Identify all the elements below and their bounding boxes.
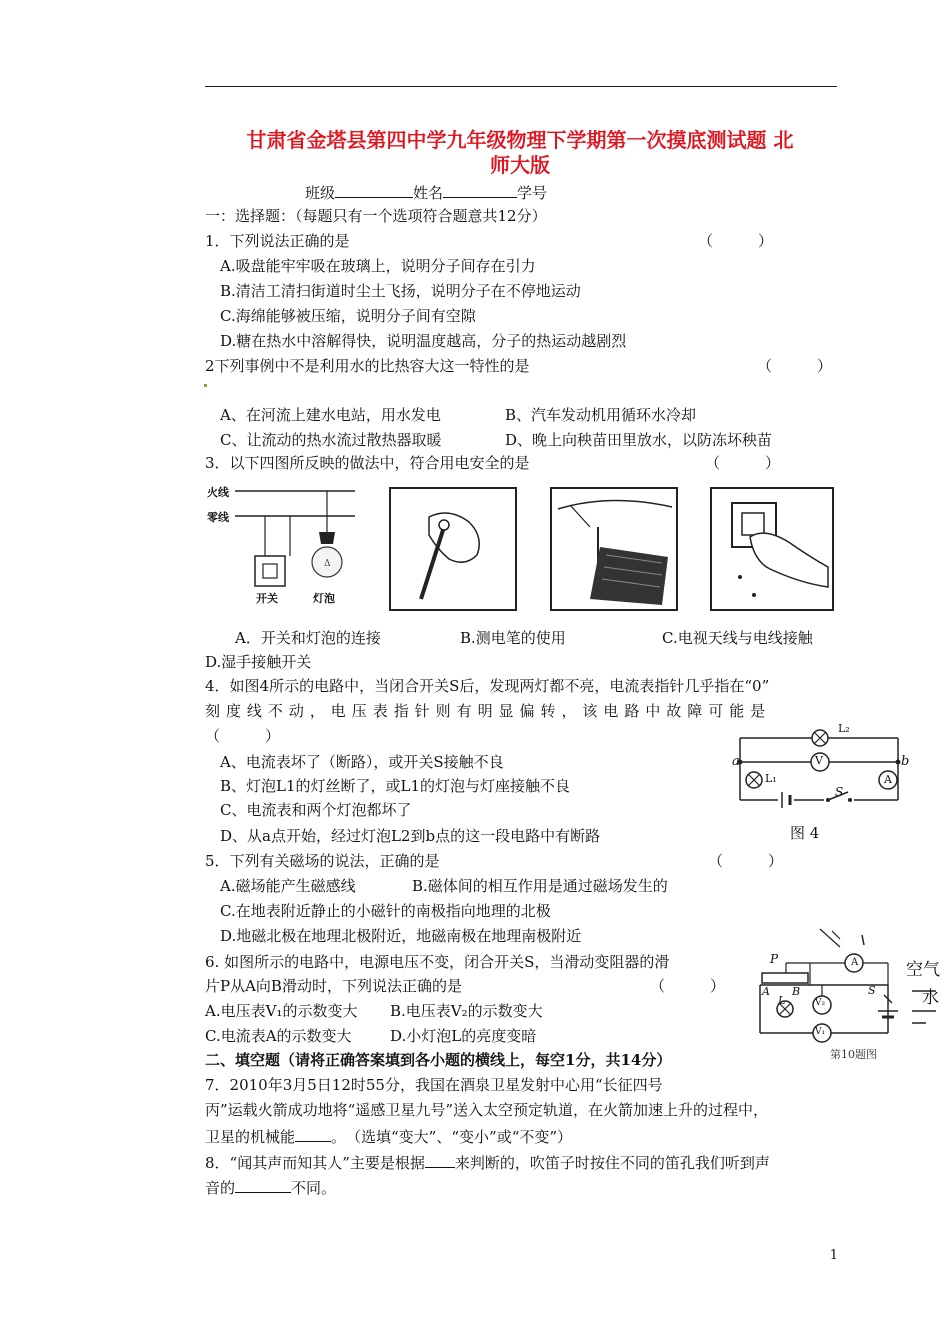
q2-option-a: A、在河流上建水电站，用水发电 [220, 406, 441, 424]
q4-option-d: D、从a点开始，经过灯泡L2到b点的这一段电路中有断路 [220, 827, 601, 845]
doc-title-line2: 师大版 [490, 153, 550, 177]
q1-option-d: D.糖在热水中溶解得快，说明温度越高，分子的热运动越剧烈 [220, 332, 627, 350]
q7-blank[interactable] [295, 1125, 331, 1142]
q3-option-a: A．开关和灯泡的连接 [235, 629, 381, 647]
q4-line2: 刻 度 线 不 动 ， 电 压 表 指 针 则 有 明 显 偏 转 ， 该 电 路 中 故 障 可 能 是 [205, 702, 766, 720]
class-blank[interactable] [335, 181, 413, 198]
name-blank[interactable] [443, 181, 517, 198]
q6-label-v1: V₁ [815, 1027, 826, 1037]
q6-option-a: A.电压表V₁的示数变大 [205, 1002, 358, 1020]
q8-blank-2[interactable] [235, 1176, 291, 1193]
q4-bracket[interactable]: （ ） [205, 727, 281, 745]
q4-label-s: S [835, 785, 844, 799]
q8-blank-1[interactable] [425, 1151, 455, 1168]
q5-bracket[interactable]: （ ） [708, 852, 784, 870]
bulb-label: 灯泡 [313, 592, 335, 605]
q1-option-c: C.海绵能够被压缩，说明分子间有空隙 [220, 307, 476, 325]
q5-option-d: D.地磁北极在地理北极附近，地磁南极在地理南极附近 [220, 927, 582, 945]
q3-option-d: D.湿手接触开关 [205, 653, 312, 671]
stray-dot [204, 384, 207, 387]
q2-option-d: D、晚上向秧苗田里放水，以防冻坏秧苗 [505, 431, 773, 449]
q8-line1-prefix: 8．“闻其声而知其人”主要是根据 [205, 1154, 425, 1172]
q3-figure-test-pen [389, 487, 517, 611]
student-info [305, 181, 547, 203]
q6-option-b: B.电压表V₂的示数变大 [390, 1002, 543, 1020]
q6-option-d: D.小灯泡L的亮度变暗 [390, 1027, 537, 1045]
q8-line2 [205, 1176, 336, 1198]
q5-stem: 5．下列有关磁场的说法，正确的是 [205, 852, 440, 870]
zero-wire-label: 零线 [207, 511, 229, 524]
q6-label-l: L [778, 994, 786, 1007]
q6-line2: 片P从A向B滑动时，下列说法正确的是 [205, 977, 462, 995]
q4-option-c: C、电流表和两个灯泡都坏了 [220, 801, 412, 819]
q6-label-v2: V₂ [815, 998, 826, 1008]
q3-option-c: C.电视天线与电线接触 [662, 629, 813, 647]
q8-line1 [205, 1151, 770, 1173]
q1-bracket[interactable]: （ ） [698, 232, 774, 250]
bulb-socket [319, 532, 335, 544]
id-label: 学号 [517, 184, 548, 202]
q2-option-c: C、让流动的热水流过散热器取暖 [220, 431, 442, 449]
q8-line1-suffix: 来判断的，吹笛子时按住不同的笛孔我们听到声 [454, 1154, 770, 1172]
q6-label-p: P [770, 952, 779, 966]
q3-figure-wiring [205, 480, 365, 610]
q3-figure-wet-hand-switch [710, 487, 834, 611]
q3-figure-antenna [550, 487, 678, 611]
section-1-heading: 一：选择题：（每题只有一个选项符合题意共12分） [205, 207, 547, 225]
switch-label: 开关 [256, 592, 278, 605]
q7-line1: 7．2010年3月5日12时55分，我国在酒泉卫星发射中心用“长征四号 [205, 1076, 663, 1094]
q4-label-v: V [815, 754, 823, 767]
q6-label-a: A [762, 985, 770, 998]
page-number: 1 [829, 1248, 838, 1263]
svg-text:Δ: Δ [324, 559, 331, 569]
q8-line2-prefix: 音的 [205, 1179, 236, 1197]
q3-option-b: B.测电笔的使用 [460, 629, 566, 647]
class-label: 班级 [305, 184, 336, 202]
q1-option-a: A.吸盘能牢牢吸在玻璃上，说明分子间存在引力 [220, 257, 536, 275]
q6-bracket[interactable]: （ ） [650, 977, 726, 995]
q4-label-a: a [732, 754, 740, 769]
fire-wire-label: 火线 [207, 486, 229, 499]
q2-bracket[interactable]: （ ） [757, 357, 833, 375]
q8-line2-suffix: 不同。 [291, 1179, 337, 1197]
q3-stem: 3．以下四图所反映的做法中，符合用电安全的是 [205, 454, 530, 472]
q6-circuit-diagram [740, 925, 950, 1047]
q5-option-b: B.磁体间的相互作用是通过磁场发生的 [412, 877, 668, 895]
q1-stem: 1．下列说法正确的是 [205, 232, 350, 250]
q4-label-l2: L₂ [838, 722, 850, 735]
q2-stem: 2下列事例中不是利用水的比热容大这一特性的是 [205, 357, 530, 375]
q7-line3 [205, 1125, 572, 1147]
q6-label-b: B [792, 985, 801, 998]
rheostat-icon [762, 973, 808, 983]
q4-line1: 4．如图4所示的电路中，当闭合开关S后，发现两灯都不亮，电流表指针几乎指在“0” [205, 677, 770, 695]
q6-label-ammeter: A [851, 957, 859, 968]
q3-bracket[interactable]: （ ） [705, 454, 781, 472]
roof-icon [590, 547, 668, 605]
section-2-heading: 二、填空题（请将正确答案填到各小题的横线上，每空1分，共14分） [205, 1051, 672, 1069]
q6-figure-caption: 第10题图 [830, 1048, 877, 1061]
q7-line3-prefix: 卫星的机械能 [205, 1128, 296, 1146]
name-label: 姓名 [413, 184, 444, 202]
header-rule [205, 86, 837, 87]
q4-label-ammeter: A [884, 773, 892, 786]
q5-option-c: C.在地表附近静止的小磁针的南极指向地理的北极 [220, 902, 551, 920]
q5-option-a: A.磁场能产生磁感线 [220, 877, 356, 895]
q2-option-b: B、汽车发动机用循环水冷却 [505, 406, 697, 424]
doc-title-line1: 甘肃省金塔县第四中学九年级物理下学期第一次摸底测试题 北 [246, 128, 794, 152]
q6-label-air: 空气 [906, 960, 940, 980]
q6-line1: 6. 如图所示的电路中，电源电压不变，闭合开关S，当滑动变阻器的滑 [205, 953, 670, 971]
q4-option-b: B、灯泡L1的灯丝断了，或L1的灯泡与灯座接触不良 [220, 777, 571, 795]
q7-line3-suffix: 。 （选填“变大”、“变小”或“不变”） [331, 1128, 573, 1146]
q4-circuit-diagram [728, 720, 918, 820]
q4-option-a: A、电流表坏了（断路），或开关S接触不良 [220, 753, 504, 771]
q4-figure-caption: 图 4 [790, 824, 820, 842]
q7-line2: 丙”运载火箭成功地将“遥感卫星九号”送入太空预定轨道，在火箭加速上升的过程中， [205, 1101, 769, 1119]
q6-label-s: S [868, 984, 876, 997]
q6-label-water: 水 [922, 988, 939, 1008]
q6-option-c: C.电流表A的示数变大 [205, 1027, 352, 1045]
q1-option-b: B.清洁工清扫街道时尘土飞扬，说明分子在不停地运动 [220, 282, 581, 300]
q4-label-b: b [901, 754, 910, 769]
q4-label-l1: L₁ [765, 772, 777, 785]
